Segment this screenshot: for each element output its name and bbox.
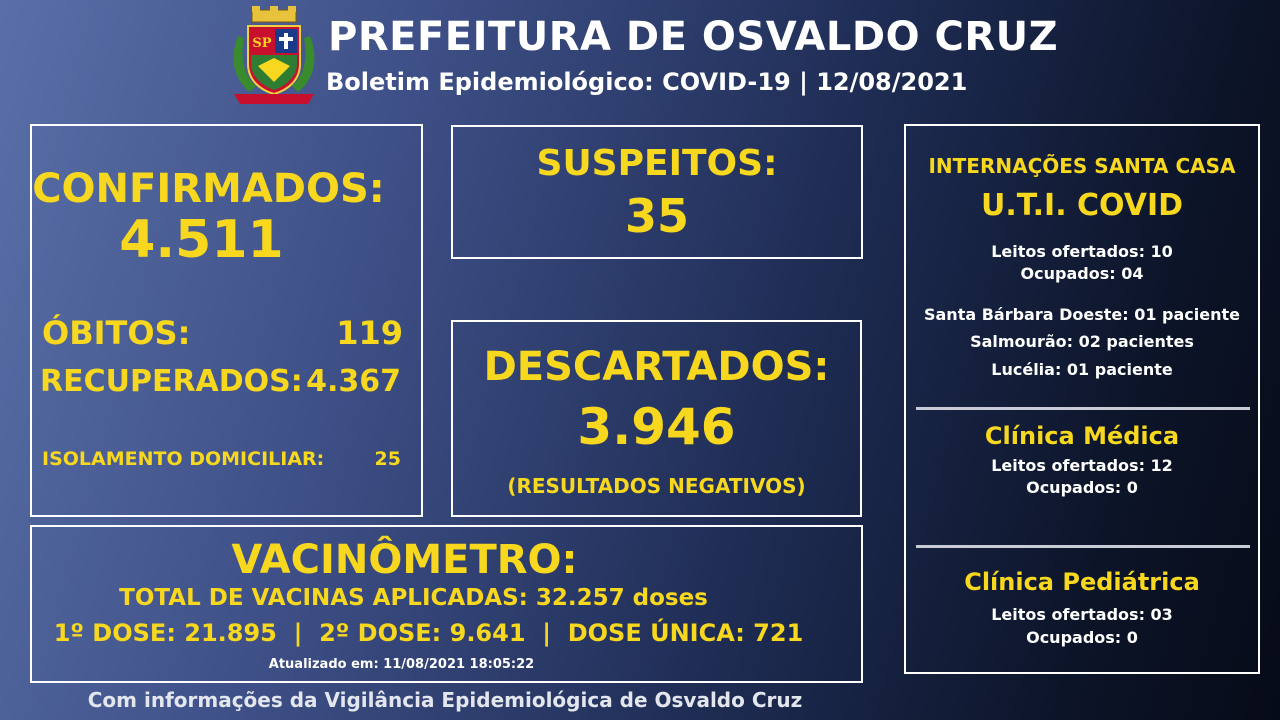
page-title: PREFEITURA DE OSVALDO CRUZ: [328, 14, 1059, 60]
descartados-note: (RESULTADOS NEGATIVOS): [507, 474, 806, 498]
internacoes-header: INTERNAÇÕES SANTA CASA: [928, 154, 1236, 178]
uti-leitos: Leitos ofertados: 10: [991, 242, 1173, 261]
confirmados-panel: [30, 124, 423, 517]
vacinometro-title: VACINÔMETRO:: [231, 537, 578, 583]
uti-title: U.T.I. COVID: [980, 188, 1184, 223]
clinica-pediatrica-ocupados: Ocupados: 0: [1026, 628, 1138, 647]
obitos-value: 119: [336, 314, 403, 352]
clinica-medica-ocupados: Ocupados: 0: [1026, 478, 1138, 497]
recuperados-label: RECUPERADOS:: [40, 364, 303, 399]
divider: [916, 407, 1250, 410]
descartados-label: DESCARTADOS:: [483, 344, 830, 390]
internacoes-panel: [904, 124, 1260, 674]
isolamento-value: 25: [374, 448, 401, 470]
vacinometro-total: TOTAL DE VACINAS APLICADAS: 32.257 doses: [119, 585, 708, 611]
uti-ocupados: Ocupados: 04: [1020, 264, 1144, 283]
isolamento-label: ISOLAMENTO DOMICILIAR:: [42, 448, 325, 470]
city-line: Santa Bárbara Doeste: 01 paciente: [923, 305, 1241, 324]
city-line: Lucélia: 01 paciente: [991, 360, 1173, 379]
obitos-label: ÓBITOS:: [42, 314, 191, 352]
coat-of-arms-icon: [228, 6, 320, 106]
footer-source: Com informações da Vigilância Epidemiológica de Osvaldo Cruz: [87, 688, 803, 712]
vacinometro-updated: Atualizado em: 11/08/2021 18:05:22: [268, 657, 535, 672]
clinica-medica-title: Clínica Médica: [984, 422, 1180, 450]
clinica-pediatrica-leitos: Leitos ofertados: 03: [991, 605, 1173, 624]
suspeitos-panel: [451, 125, 863, 259]
suspeitos-value: 35: [624, 189, 689, 243]
suspeitos-label: SUSPEITOS:: [536, 143, 778, 184]
crest-letters: SP: [252, 36, 272, 51]
clinica-pediatrica-title: Clínica Pediátrica: [964, 568, 1200, 596]
clinica-medica-leitos: Leitos ofertados: 12: [991, 456, 1173, 475]
descartados-panel: [451, 320, 862, 517]
city-line: Salmourão: 02 pacientes: [970, 332, 1194, 351]
vacinometro-doses: 1º DOSE: 21.895 | 2º DOSE: 9.641 | DOSE ÚNICA: 721: [53, 619, 804, 647]
recuperados-value: 4.367: [306, 364, 401, 399]
vacinometro-panel: [30, 525, 863, 683]
page-subtitle: Boletim Epidemiológico: COVID-19 | 12/08/2021: [326, 68, 968, 96]
confirmados-label: CONFIRMADOS:: [32, 166, 385, 212]
divider: [916, 545, 1250, 548]
confirmados-value: 4.511: [119, 210, 284, 270]
descartados-value: 3.946: [577, 398, 736, 456]
